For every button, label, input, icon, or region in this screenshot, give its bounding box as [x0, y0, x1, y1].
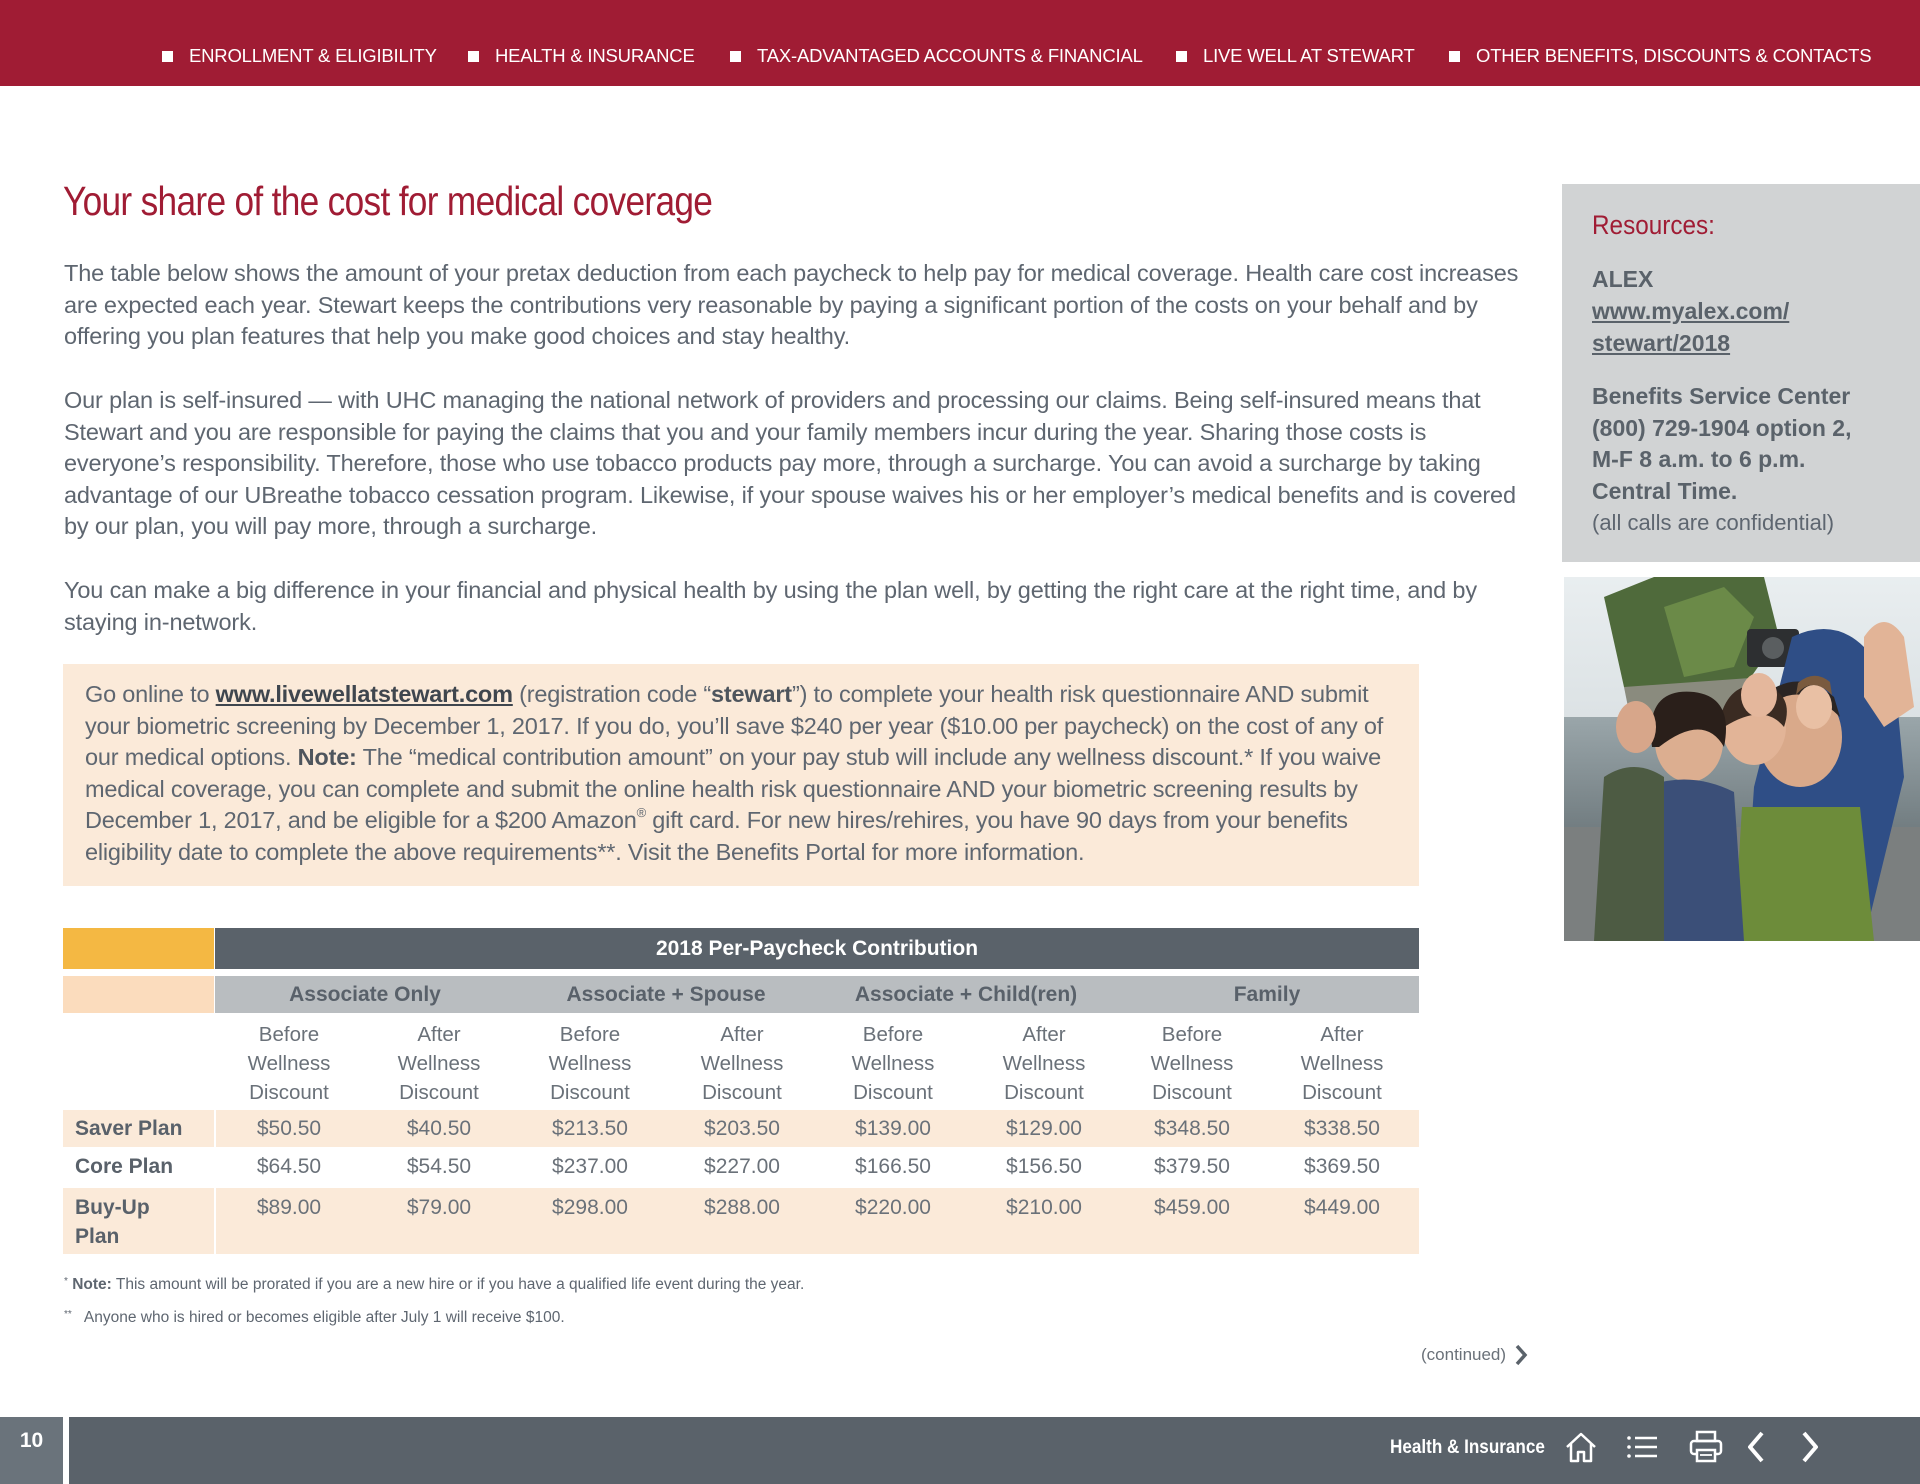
table-cell: $449.00 [1304, 1196, 1380, 1219]
table-cell: $288.00 [704, 1196, 780, 1219]
table-cell: $237.00 [552, 1155, 628, 1178]
resources-title: Resources: [1592, 210, 1715, 240]
table-cell: $50.50 [256, 1117, 322, 1140]
group-header-associate-children: Associate + Child(ren) [854, 982, 1078, 1006]
column-subheader: Before Wellness Discount [1150, 1023, 1234, 1104]
bullet-square-icon [162, 51, 173, 62]
table-cell: $54.50 [406, 1155, 472, 1178]
self-insured-paragraph: Our plan is self-insured — with UHC managing the national network of providers and processing our claims. Being self-insured means that Stewart and you are responsible for paying the claims that you and your family members incur during the year. Sharing those costs is everyone’s responsibility. Therefore, those who use tobacco products pay more, through a surcharge. You can avoid a surcharge by taking advantage of our UBreathe tobacco cessation program. Likewise, if your spouse waives his or her employer’s medical benefits and is covered by our plan, you will pay more, through a surcharge. [64, 387, 1516, 539]
group-header-associate-only: Associate Only [289, 982, 441, 1006]
menu-list-icon[interactable] [1626, 1429, 1658, 1465]
column-subheader: Before Wellness Discount [247, 1023, 331, 1104]
bullet-square-icon [1449, 51, 1460, 62]
column-subheader: After Wellness Discount [700, 1023, 784, 1104]
footnote-july: ** Anyone who is hired or becomes eligible after July 1 will receive $100. [64, 1309, 565, 1326]
plan-name: Saver Plan [75, 1117, 183, 1140]
table-cell: $89.00 [256, 1196, 322, 1219]
group-header-bar [215, 976, 1419, 1013]
table-corner-accent-2 [63, 976, 214, 1013]
table-cell: $166.50 [855, 1155, 931, 1178]
table-cell: $139.00 [855, 1117, 931, 1140]
table-cell: $348.50 [1154, 1117, 1230, 1140]
group-header-associate-spouse: Associate + Spouse [566, 982, 766, 1006]
table-cell: $129.00 [1006, 1117, 1082, 1140]
column-subheader: After Wellness Discount [397, 1023, 481, 1104]
home-icon[interactable] [1563, 1429, 1599, 1465]
table-cell: $79.00 [406, 1196, 472, 1219]
column-subheader: After Wellness Discount [1002, 1023, 1086, 1104]
footnote-prorate: * Note: This amount will be prorated if you are a new hire or if you have a qualified life event during the year. [64, 1276, 805, 1293]
resources-box [1562, 184, 1920, 562]
table-cell: $64.50 [256, 1155, 322, 1178]
column-subheader: Before Wellness Discount [548, 1023, 632, 1104]
nav-other-benefits[interactable]: OTHER BENEFITS, DISCOUNTS & CONTACTS [1449, 45, 1871, 67]
table-cell: $210.00 [1006, 1196, 1082, 1219]
table-row-saver-plan [63, 1110, 1419, 1147]
footer-bar [0, 1417, 1920, 1484]
footer-section-label: Health & Insurance [1390, 1437, 1545, 1458]
plan-name: Core Plan [75, 1155, 174, 1178]
alex-link[interactable]: www.myalex.com/ stewart/2018 [1592, 298, 1790, 356]
top-navigation [0, 0, 1920, 86]
column-subheader: After Wellness Discount [1300, 1023, 1384, 1104]
table-cell: $227.00 [704, 1155, 780, 1178]
plan-name: Buy-Up Plan [75, 1196, 150, 1248]
table-row-core-plan [63, 1148, 1419, 1185]
table-cell: $203.50 [704, 1117, 780, 1140]
footer-divider [63, 1417, 69, 1484]
table-corner-accent [63, 928, 214, 969]
page-number: 10 [19, 1429, 44, 1452]
table-cell: $220.00 [855, 1196, 931, 1219]
confidential-note: (all calls are confidential) [1592, 510, 1835, 535]
bullet-square-icon [468, 51, 479, 62]
benefits-service-center: Benefits Service Center (800) 729-1904 option 2, M-F 8 a.m. to 6 p.m. Central Time. [1592, 383, 1852, 504]
table-cell: $298.00 [552, 1196, 628, 1219]
table-cell: $156.50 [1006, 1155, 1082, 1178]
nav-enrollment-eligibility[interactable]: ENROLLMENT & ELIGIBILITY [162, 45, 437, 67]
bullet-square-icon [1176, 51, 1187, 62]
bullet-square-icon [730, 51, 741, 62]
table-cell: $213.50 [552, 1117, 628, 1140]
table-title: 2018 Per-Paycheck Contribution [215, 928, 1419, 969]
table-cell: $379.50 [1154, 1155, 1230, 1178]
health-tip-paragraph: You can make a big difference in your financial and physical health by using the plan well, by getting the right care at the right time, and by staying in-network. [64, 577, 1477, 635]
wellness-callout [63, 664, 1419, 886]
chevron-left-icon[interactable] [1745, 1429, 1767, 1465]
alex-label: ALEX [1592, 266, 1654, 292]
family-selfie-photo [1564, 577, 1920, 941]
table-cell: $459.00 [1154, 1196, 1230, 1219]
intro-paragraph: The table below shows the amount of your pretax deduction from each paycheck to help pay for medical coverage. Health care cost increases are expected each year. Stewart keeps the contributions very reasonable by paying a significant portion of the costs on your behalf and by offering you plan features that help you make good choices and stay healthy. [64, 260, 1519, 349]
print-icon[interactable] [1688, 1429, 1724, 1465]
table-cell: $338.50 [1304, 1117, 1380, 1140]
livewell-link[interactable]: www.livewellatstewart.com [215, 681, 513, 707]
continued-link[interactable]: (continued) [1421, 1344, 1528, 1366]
chevron-right-icon[interactable] [1799, 1429, 1821, 1465]
group-header-family: Family [1233, 982, 1301, 1006]
nav-health-insurance[interactable]: HEALTH & INSURANCE [468, 45, 695, 67]
page-title: Your share of the cost for medical coverage [63, 178, 713, 224]
nav-live-well[interactable]: LIVE WELL AT STEWART [1176, 45, 1415, 67]
column-subheader: Before Wellness Discount [851, 1023, 935, 1104]
table-cell: $40.50 [406, 1117, 472, 1140]
table-cell: $369.50 [1304, 1155, 1380, 1178]
table-row-buy-up-plan [63, 1188, 1419, 1254]
wellness-callout-text: Go online to www.livewellatstewart.com (registration code “stewart”) to complete your health risk questionnaire AND submit your biometric screening by December 1, 2017. If you do, you’ll save $240 per year ($10.00 per paycheck) on the cost of any of our medical options. Note: The “medical contribution amount” on your pay stub will include any wellness discount.* If you waive medical coverage, you can complete and submit the online health risk questionnaire AND your biometric screening results by December 1, 2017, and be eligible for a $200 Amazon® gift card. For new hires/rehires, you have 90 days from your benefits eligibility date to complete the above requirements**. Visit the Benefits Portal for more information. [85, 681, 1384, 865]
registration-code: stewart [711, 681, 792, 707]
nav-tax-advantaged-accounts[interactable]: TAX-ADVANTAGED ACCOUNTS & FINANCIAL [730, 45, 1143, 67]
chevron-right-icon [1514, 1344, 1528, 1366]
page-number-box [0, 1417, 63, 1484]
